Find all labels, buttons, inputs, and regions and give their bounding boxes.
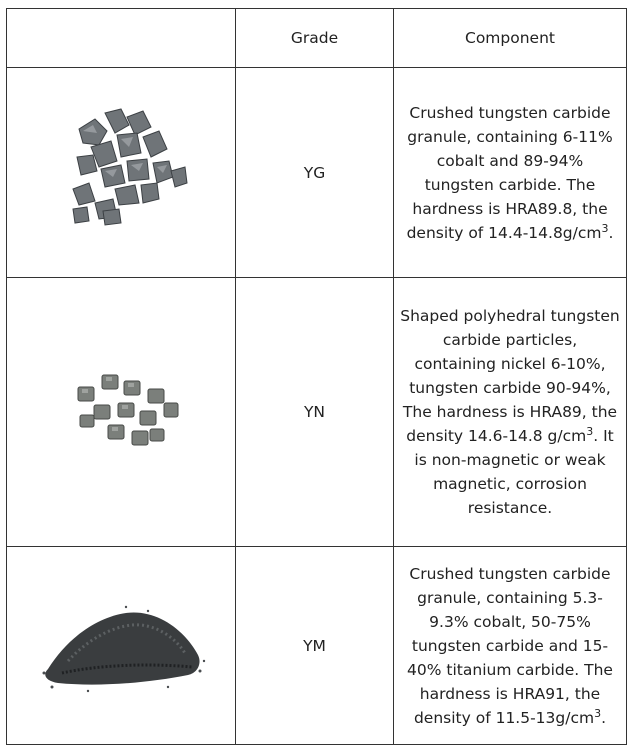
header-grade: Grade	[236, 9, 394, 68]
product-image-cell	[7, 547, 236, 745]
shaped-polyhedral-particles-image	[16, 307, 226, 517]
table-row	[7, 68, 627, 278]
grade-cell: YG	[236, 68, 394, 278]
grade-cell: YM	[236, 547, 394, 745]
grade-cell: YN	[236, 278, 394, 547]
grade-table	[6, 8, 627, 745]
header-component: Component	[394, 9, 627, 68]
product-image-cell	[7, 68, 236, 278]
crushed-carbide-grit-pile-image	[28, 551, 214, 741]
table-row	[7, 278, 627, 547]
table-header-row	[7, 9, 627, 68]
component-cell: Crushed tungsten carbide granule, containing 6-11% cobalt and 89-94% tungsten carbide. The hardness is HRA89.8, the density of $14.4-14.8g/cm^3$.	[394, 68, 627, 278]
crushed-carbide-granules-image	[17, 71, 225, 275]
header-image	[7, 9, 236, 68]
table-row	[7, 547, 627, 745]
product-image-cell	[7, 278, 236, 547]
component-cell: Crushed tungsten carbide granule, containing 5.3-9.3% cobalt, 50-75% tungsten carbide and 15-40% titanium carbide. The hardness is HRA91, the density of $11.5-13g/cm^3$.	[394, 547, 627, 745]
component-cell: Shaped polyhedral tungsten carbide particles, containing nickel 6-10%, tungsten carbide 90-94%, The hardness is HRA89, the density 14.6-14.8 $g/cm^3$. It is non-magnetic or weak magnetic, corrosion resistance.	[394, 278, 627, 547]
